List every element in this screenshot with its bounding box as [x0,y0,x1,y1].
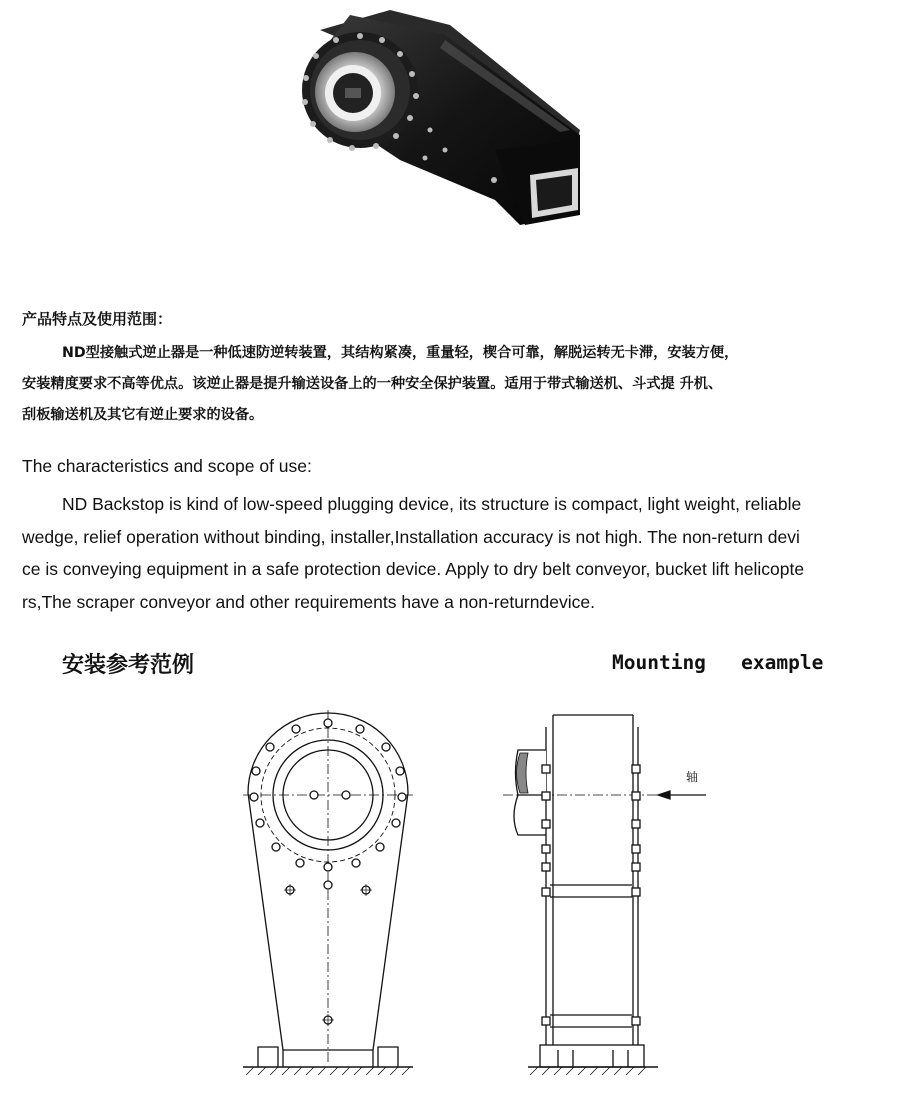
section-title-en: The characteristics and scope of use: [22,456,312,476]
mounting-title-cn: 安装参考范例 [62,653,195,678]
mounting-drawing [228,705,708,1105]
section-body-en [22,488,884,618]
en-line: rs,The scraper conveyor and other requirements have a non-returndevice. [22,591,595,612]
shaft-label: 轴 [686,770,699,784]
en-line: ce is conveying equipment in a safe protection device. Apply to dry belt conveyor, bucket lift helicopte [22,559,805,580]
cn-line: 刮板输送机及其它有逆止要求的设备。 [22,407,264,423]
mounting-title-en: Mounting example [612,651,824,674]
en-line: wedge, relief operation without binding, installer,Installation accuracy is not high. The non-return devi [22,526,800,547]
product-photo [280,0,600,250]
section-title-cn: 产品特点及使用范围： [22,310,173,328]
en-line: ND Backstop is kind of low-speed plugging device, its structure is compact, light weight, reliable [62,494,802,514]
section-body-cn [22,338,882,431]
cn-line: 安装精度要求不高等优点。该逆止器是提升输送设备上的一种安全保护装置。适用于带式输送机、斗式提 升机、 [22,376,723,392]
cn-line: ND型接触式逆止器是一种低速防逆转装置，其结构紧凑，重量轻，楔合可靠，解脱运转无卡滞，安装方便， [62,345,739,361]
